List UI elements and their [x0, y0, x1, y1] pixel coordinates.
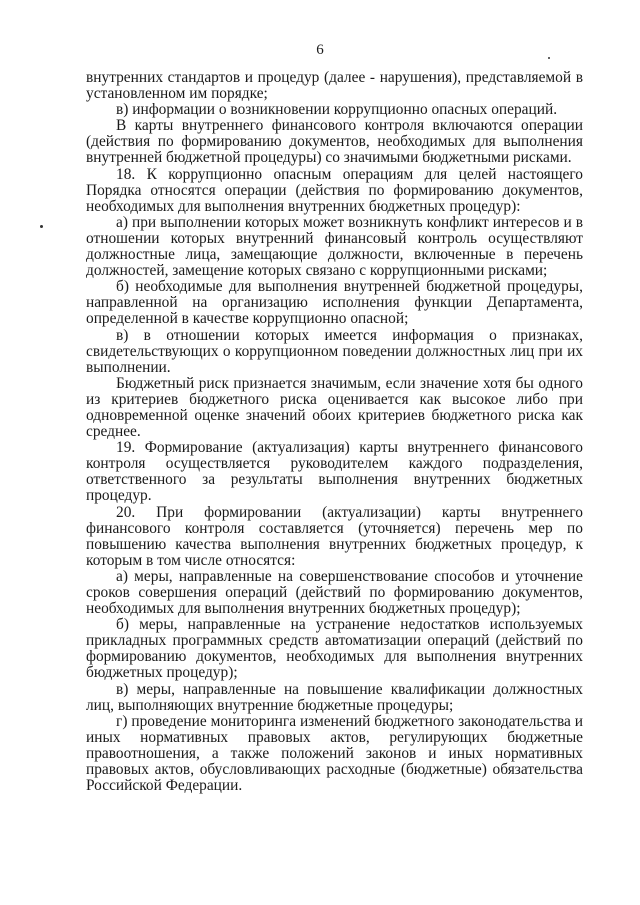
paragraph: в) в отношении которых имеется информация о признаках, свидетельствующих о коррупционном поведении должностных лиц при их выполнении.	[86, 326, 583, 376]
paragraph: б) меры, направленные на устранение недостатков используемых прикладных программных средств автоматизации операций (действий по формированию документов, необходимых для выполнения внутренних бюджетных процедур);	[86, 616, 583, 682]
paragraph: 19. Формирование (актуализация) карты внутреннего финансового контроля осуществляется руководителем каждого подразделения, ответственного за результаты выполнения внутренних бюджетных процедур.	[86, 439, 583, 505]
scan-speck	[40, 225, 43, 228]
paragraph: а) меры, направленные на совершенствование способов и уточнение сроков совершения операций (действий по формированию документов, необходимых для выполнения внутренних бюджетных процедур);	[86, 567, 583, 618]
document-body	[86, 70, 583, 794]
paragraph: 20. При формировании (актуализации) карты внутреннего финансового контроля составляется (уточняется) перечень мер по повышению качества выполнения внутренних бюджетных процедур, к которым в том числе относятся:	[86, 503, 583, 569]
scan-speck	[548, 57, 550, 59]
paragraph: внутренних стандартов и процедур (далее - нарушения), представляемой в установленном им порядке;	[86, 69, 583, 103]
paragraph: в) информации о возникновении коррупционно опасных операций.	[116, 101, 558, 119]
paragraph: в) меры, направленные на повышение квалификации должностных лиц, выполняющих внутренние бюджетные процедуры;	[86, 680, 583, 714]
paragraph: Бюджетный риск признается значимым, если значение хотя бы одного из критериев бюджетного риска оценивается как высокое либо при одновременной оценке значений обоих критериев бюджетного риска как среднее.	[86, 374, 583, 441]
page-number: 6	[316, 42, 324, 58]
paragraph: г) проведение мониторинга изменений бюджетного законодательства и иных нормативных правовых актов, регулирующих бюджетные правоотношения, а также положений законов и иных нормативных правовых актов, обусловливающих расходные (бюджетные) обязательства Российской Федерации.	[86, 712, 583, 795]
paragraph: а) при выполнении которых может возникнуть конфликт интересов и в отношении которых внутренний финансовый контроль осуществляют должностные лица, замещающие должности, включенные в перечень должностей, замещение которых связано с коррупционными рисками;	[86, 213, 583, 280]
paragraph: В карты внутреннего финансового контроля включаются операции (действия по формированию документов, необходимых для выполнения внутренней бюджетной процедуры) со значимыми бюджетными рисками.	[86, 117, 583, 167]
paragraph: б) необходимые для выполнения внутренней бюджетной процедуры, направленной на организацию исполнения функции Департамента, определенной в качестве коррупционно опасной;	[86, 278, 583, 328]
paragraph: 18. К коррупционно опасным операциям для целей настоящего Порядка относятся операции (действия по формированию документов, необходимых для выполнения внутренних бюджетных процедур):	[86, 165, 583, 215]
